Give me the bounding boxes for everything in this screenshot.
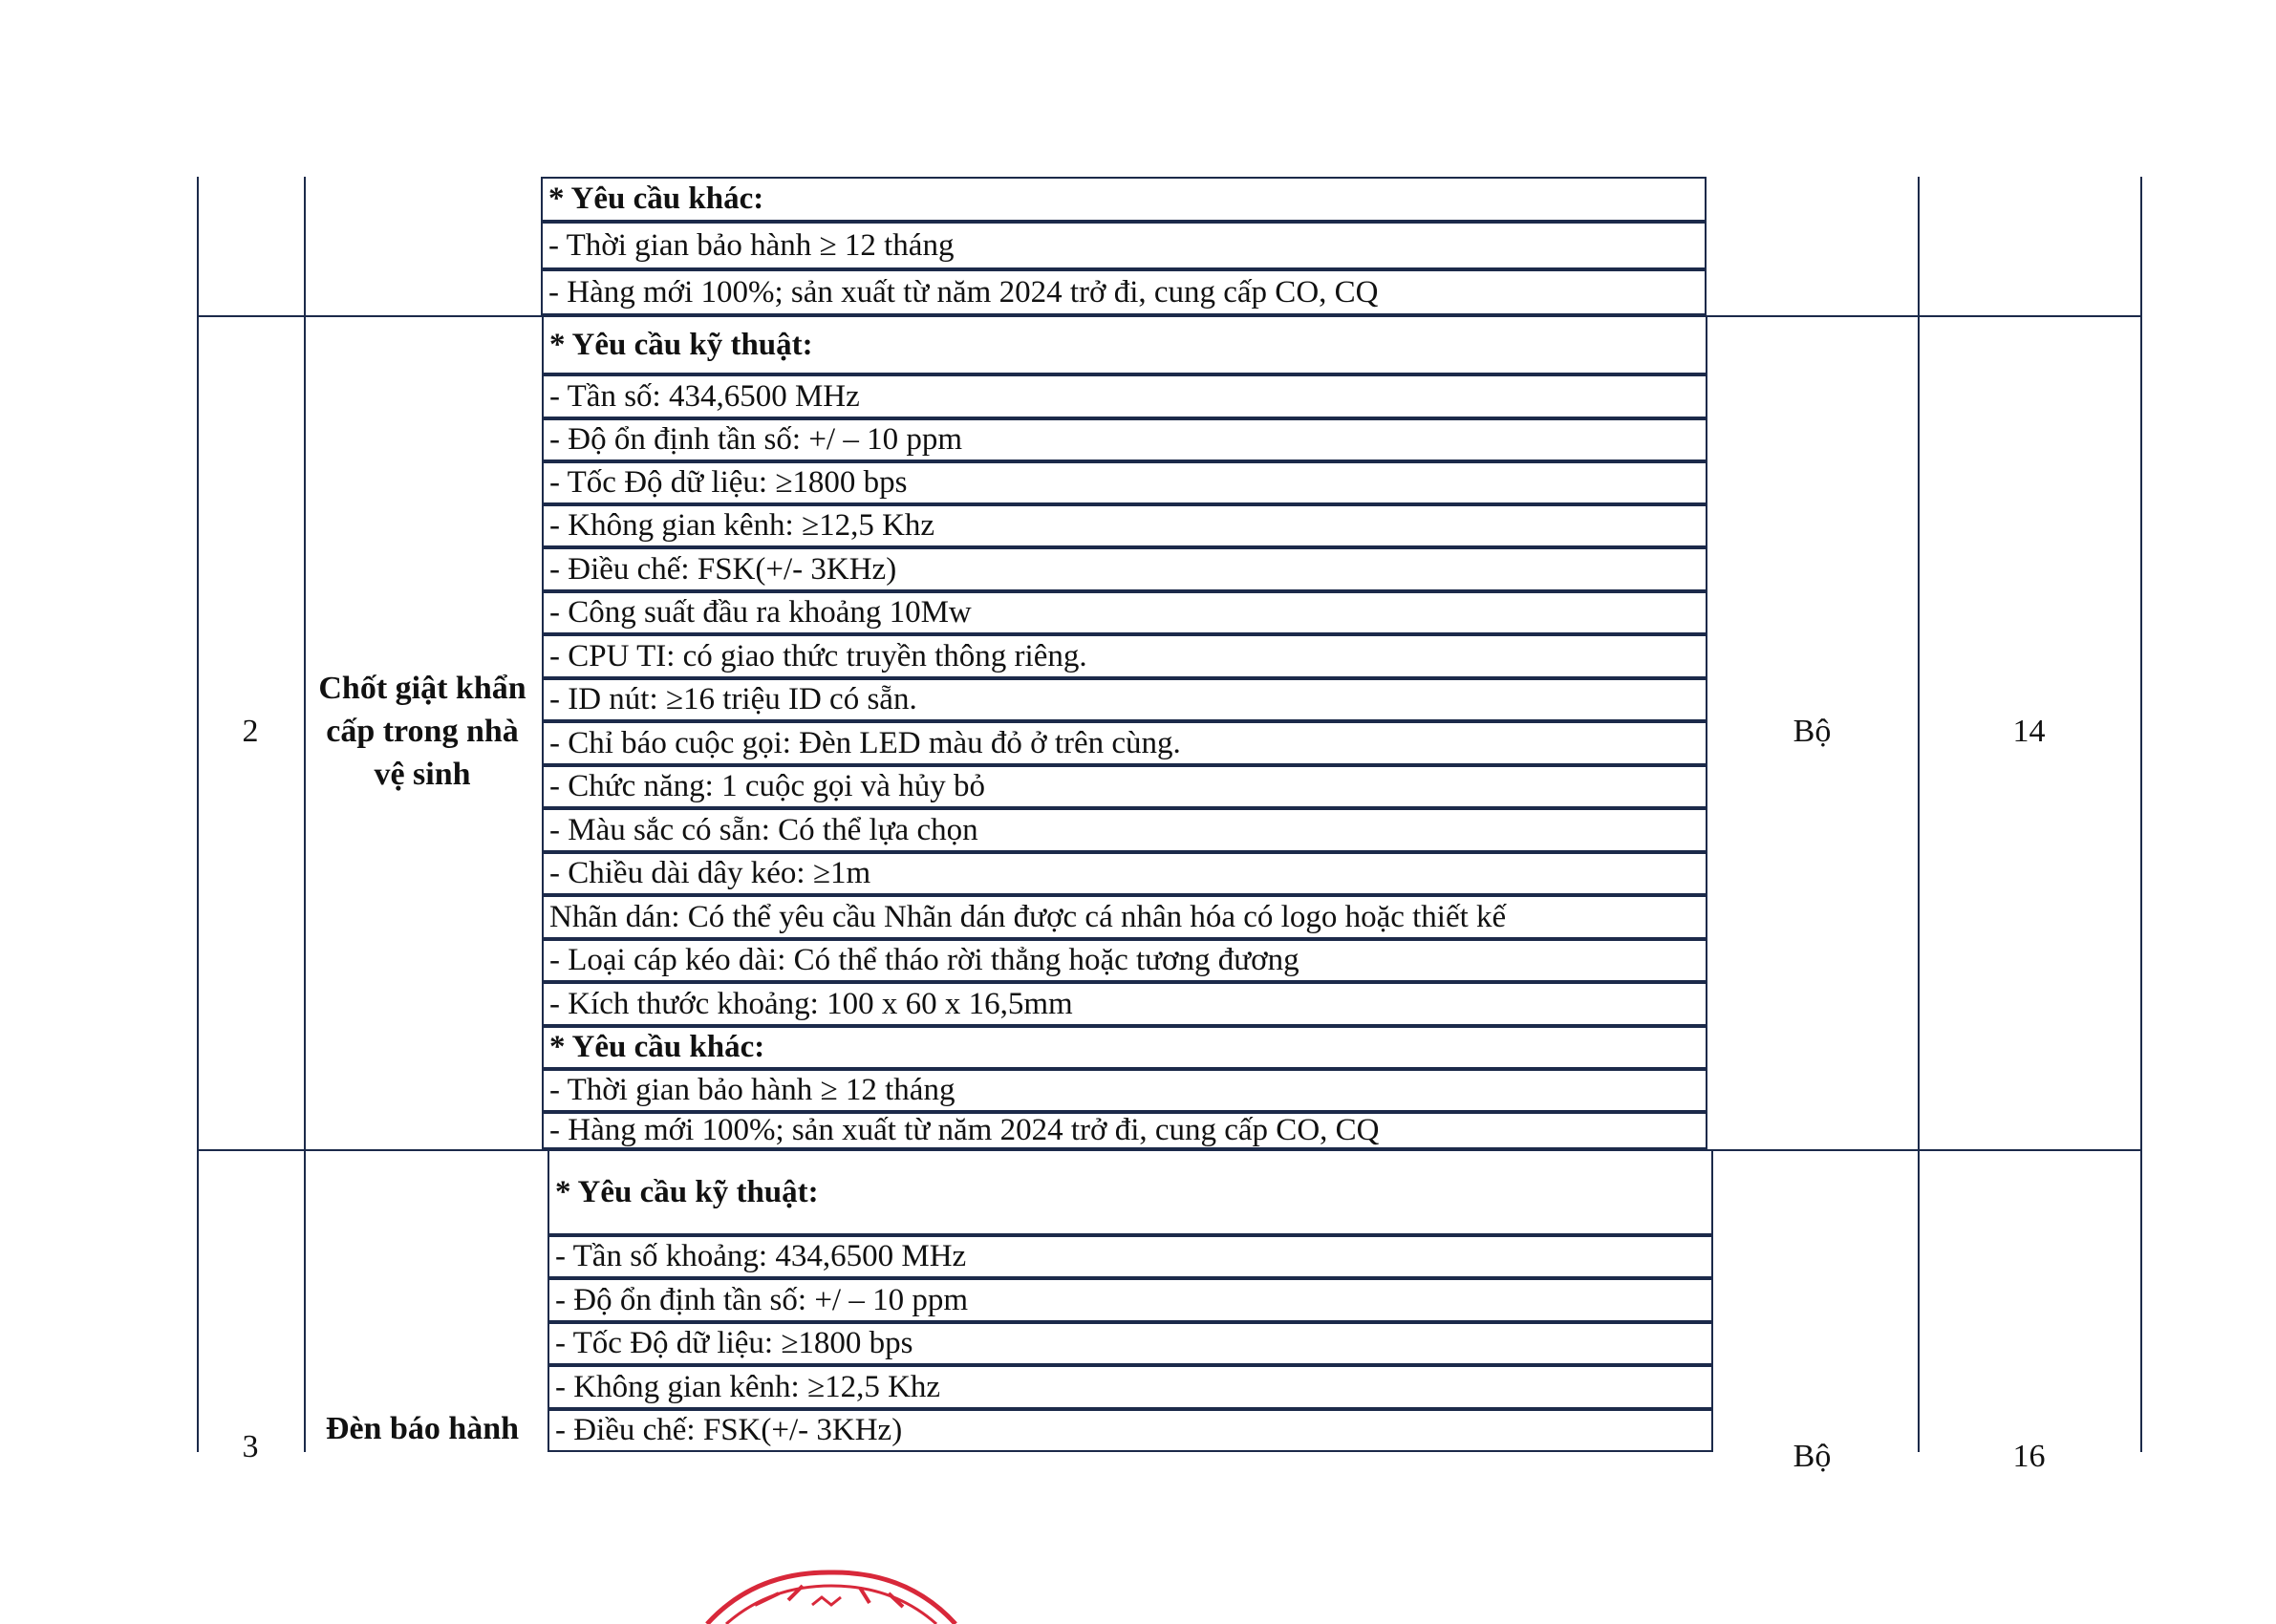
spec-line: - Hàng mới 100%; sản xuất từ năm 2024 trở đi, cung cấp CO, CQ <box>541 269 1707 315</box>
item-name: Đèn báo hành <box>325 1410 520 1446</box>
spec-line: * Yêu cầu kỹ thuật: <box>548 1149 1713 1235</box>
spec-line: - Điều chế: FSK(+/- 3KHz) <box>542 547 1707 591</box>
spec-line: - Không gian kênh: ≥12,5 Khz <box>548 1365 1713 1409</box>
item-name <box>304 315 541 1149</box>
spec-line: - Màu sắc có sẵn: Có thể lựa chọn <box>542 808 1707 852</box>
spec-line: - Điều chế: FSK(+/- 3KHz) <box>548 1409 1713 1452</box>
spec-line: - Kích thước khoảng: 100 x 60 x 16,5mm <box>542 982 1707 1026</box>
spec-line: * Yêu cầu khác: <box>541 177 1707 222</box>
red-stamp-seal-icon <box>698 1567 965 1624</box>
spec-line: - Chức năng: 1 cuộc gọi và hủy bỏ <box>542 765 1707 808</box>
unit-cell: Bộ <box>1793 714 1832 750</box>
spec-line: - Độ ổn định tần số: +/ – 10 ppm <box>548 1278 1713 1322</box>
quantity-cell: 14 <box>2012 714 2046 750</box>
spec-line: - CPU TI: có giao thức truyền thông riêng. <box>542 634 1707 678</box>
quantity-cell: 16 <box>2012 1438 2046 1474</box>
spec-line: - Hàng mới 100%; sản xuất từ năm 2024 trở đi, cung cấp CO, CQ <box>542 1112 1707 1149</box>
spec-line: Nhãn dán: Có thể yêu cầu Nhãn dán được cá nhân hóa có logo hoặc thiết kế <box>542 895 1707 939</box>
spec-line: - Loại cáp kéo dài: Có thể tháo rời thẳng hoặc tương đương <box>542 939 1707 982</box>
unit-cell: Bộ <box>1793 1438 1832 1474</box>
spec-line: - Chỉ báo cuộc gọi: Đèn LED màu đỏ ở trên cùng. <box>542 721 1707 765</box>
spec-line: - Tần số: 434,6500 MHz <box>542 374 1707 418</box>
row-number: 3 <box>242 1428 259 1464</box>
item-name-text: Chốt giật khẩn cấp trong nhà vệ sinh <box>318 671 526 792</box>
spec-line: - Thời gian bảo hành ≥ 12 tháng <box>542 1069 1707 1112</box>
table-border-right <box>2140 177 2142 1452</box>
spec-line: - Tốc Độ dữ liệu: ≥1800 bps <box>548 1322 1713 1365</box>
spec-line: - Tốc Độ dữ liệu: ≥1800 bps <box>542 461 1707 504</box>
spec-line: * Yêu cầu kỹ thuật: <box>542 315 1707 374</box>
spec-line: - Thời gian bảo hành ≥ 12 tháng <box>541 222 1707 269</box>
spec-line: - Tần số khoảng: 434,6500 MHz <box>548 1235 1713 1278</box>
spec-line: - ID nút: ≥16 triệu ID có sẵn. <box>542 678 1707 721</box>
spec-line: * Yêu cầu khác: <box>542 1026 1707 1069</box>
spec-line: - Công suất đầu ra khoảng 10Mw <box>542 591 1707 634</box>
spec-line: - Chiều dài dây kéo: ≥1m <box>542 852 1707 895</box>
spec-line: - Độ ổn định tần số: +/ – 10 ppm <box>542 418 1707 461</box>
row-number: 2 <box>242 714 259 750</box>
spec-line: - Không gian kênh: ≥12,5 Khz <box>542 504 1707 547</box>
